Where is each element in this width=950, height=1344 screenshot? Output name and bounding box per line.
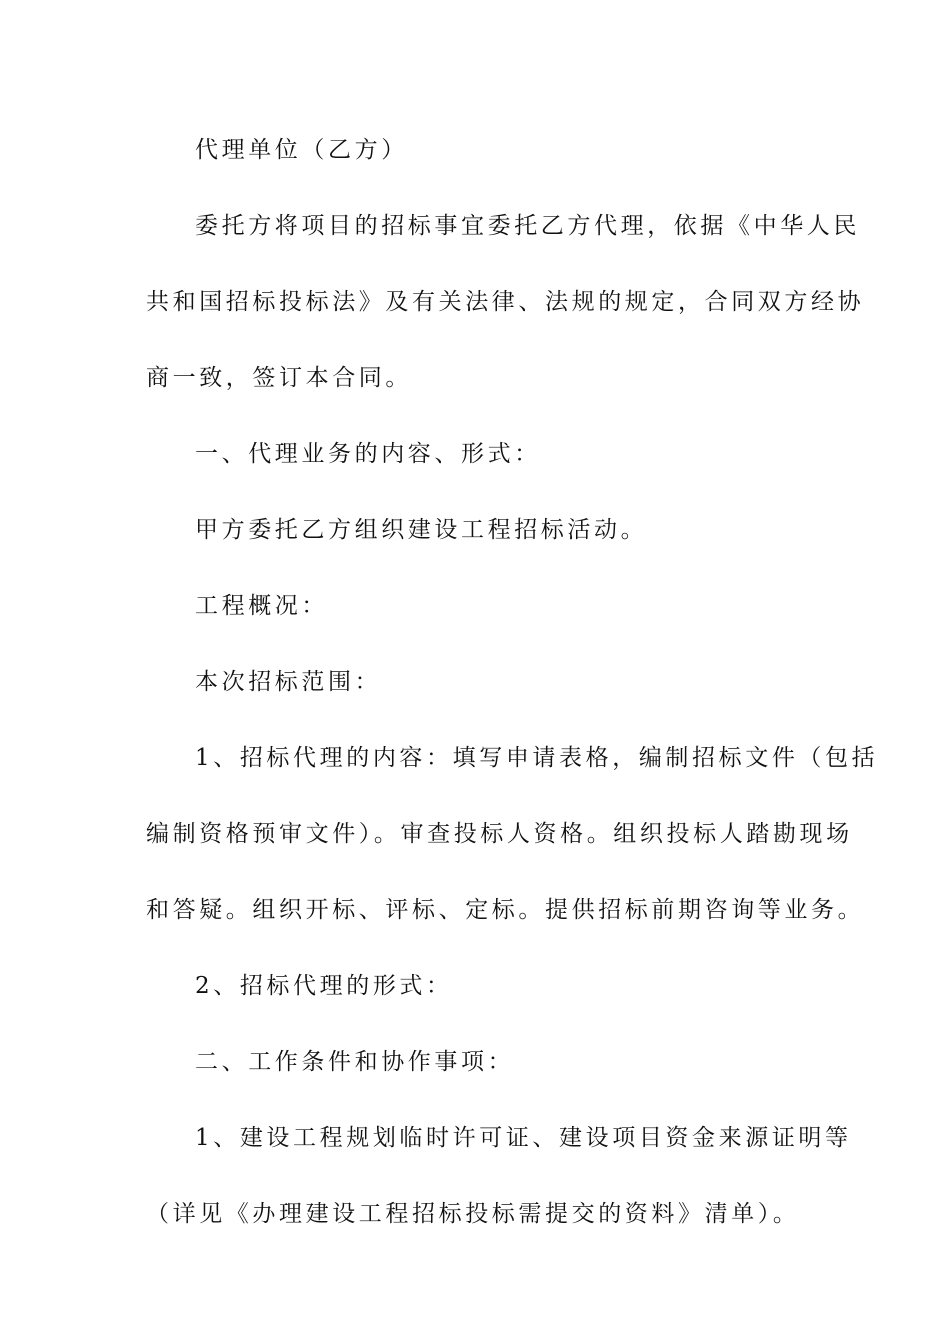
item-2-line: 2、招标代理的形式： — [195, 973, 453, 999]
section-2-item-1-line-1: 1、建设工程规划临时许可证、建设项目资金来源证明等 — [195, 1125, 852, 1151]
item-1-line-2: 编制资格预审文件）。审查投标人资格。组织投标人踏勘现场 — [146, 821, 853, 847]
paragraph-intro-line-3: 商一致，签订本合同。 — [146, 365, 412, 391]
section-1-heading: 一、代理业务的内容、形式： — [195, 441, 541, 467]
section-2-item-1-line-2: （详见《办理建设工程招标投标需提交的资料》清单）。 — [146, 1201, 800, 1227]
bid-scope-label: 本次招标范围： — [195, 669, 382, 695]
item-1-line-1: 1、招标代理的内容：填写申请表格，编制招标文件（包括 — [195, 745, 879, 771]
section-1-paragraph: 甲方委托乙方组织建设工程招标活动。 — [195, 517, 648, 543]
party-b-heading: 代理单位（乙方） — [195, 137, 408, 163]
paragraph-intro-line-1: 委托方将项目的招标事宜委托乙方代理，依据《中华人民 — [195, 213, 860, 239]
paragraph-intro-line-2: 共和国招标投标法》及有关法律、法规的规定，合同双方经协 — [146, 289, 865, 315]
item-1-line-3: 和答疑。组织开标、评标、定标。提供招标前期咨询等业务。 — [146, 897, 865, 923]
project-overview-label: 工程概况： — [195, 593, 328, 619]
section-2-heading: 二、工作条件和协作事项： — [195, 1049, 515, 1075]
